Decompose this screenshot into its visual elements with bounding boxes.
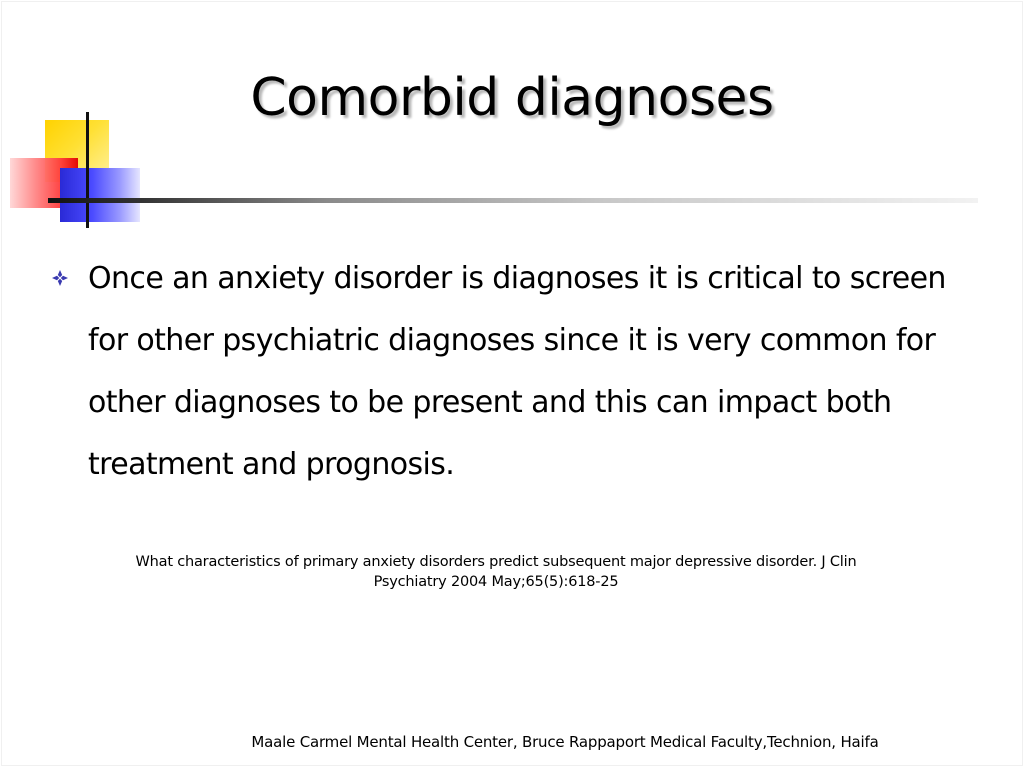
title-underline-rule [48,198,978,203]
footer-text: Maale Carmel Mental Health Center, Bruce Rappaport Medical Faculty,Technion, Haifa [251,733,879,751]
bullet-text: Once an anxiety disorder is diagnoses it is critical to screen for other psychiatric diagnoses since it is very common for other diagnoses to be present and this can impact both treatment and prognosis. [88,261,946,482]
diamond-bullet-icon [50,268,70,288]
vertical-rule [86,112,89,228]
citation-text: What characteristics of primary anxiety disorders predict subsequent major depressive disorder. J Clin Psychiatry 2004 May;65(5):618-25 [135,554,857,590]
slide-title: Comorbid diagnoses [250,68,774,128]
blue-square-decoration [60,168,140,222]
